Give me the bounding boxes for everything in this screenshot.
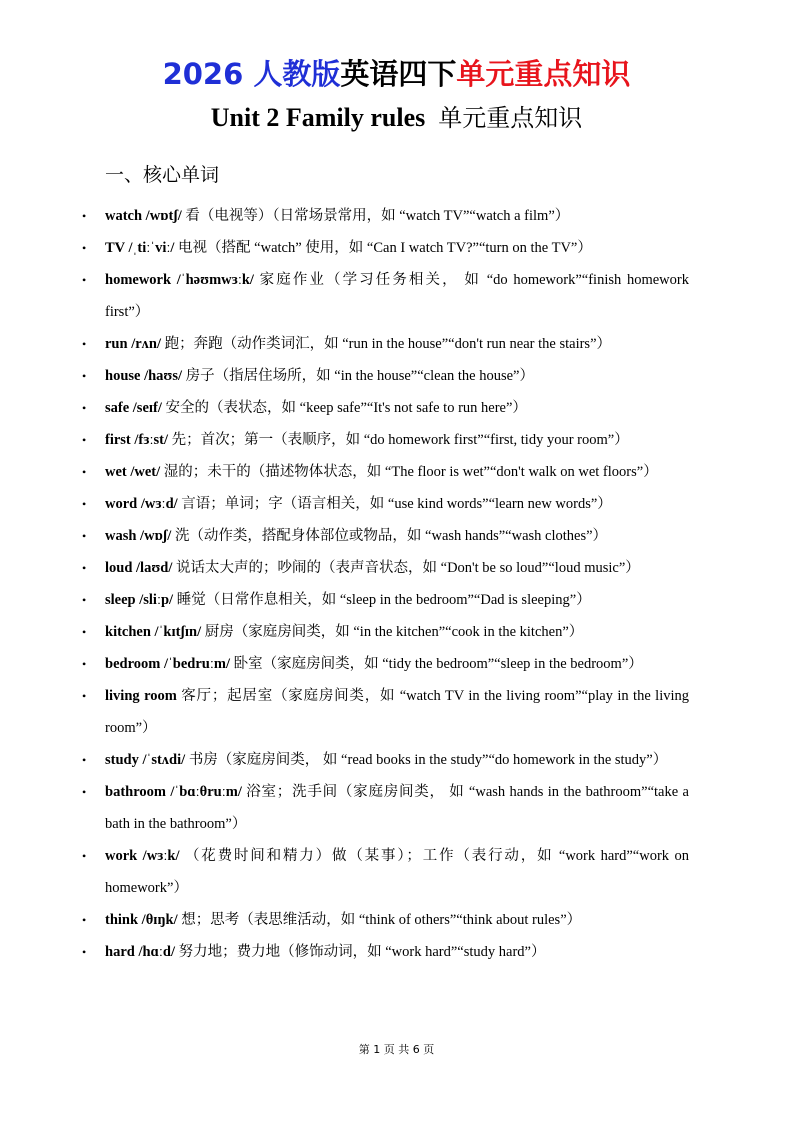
vocab-word: bedroom /ˈbedruːm/ — [105, 656, 230, 672]
bullet-icon: • — [82, 593, 87, 607]
vocab-list — [0, 200, 793, 968]
vocab-word: watch /wɒtʃ/ — [105, 208, 182, 224]
vocab-word: study /ˈstʌdi/ — [105, 752, 186, 768]
vocab-definition: 先；首次；第一（表顺序，如 “do homework first”“first, tidy your room”） — [167, 432, 629, 448]
vocab-item — [0, 840, 689, 904]
bullet-icon: • — [82, 497, 87, 511]
vocab-definition: 房子（指居住场所，如 “in the house”“clean the house”） — [182, 368, 534, 384]
vocab-definition: 洗（动作类，搭配身体部位或物品，如 “wash hands”“wash clothes”） — [171, 528, 608, 544]
vocab-definition: 家庭作业（学习任务相关， 如 “do homework”“finish homework first”） — [105, 272, 689, 320]
vocab-item — [0, 392, 689, 424]
vocab-item — [0, 904, 689, 936]
vocab-word: kitchen /ˈkɪtʃɪn/ — [105, 624, 202, 640]
bullet-icon: • — [82, 785, 87, 799]
vocab-word: TV /ˌtiːˈviː/ — [105, 240, 175, 256]
bullet-icon: • — [82, 657, 87, 671]
vocab-word: safe /seɪf/ — [105, 400, 162, 416]
bullet-icon: • — [82, 849, 87, 863]
vocab-word: word /wɜːd/ — [105, 496, 178, 512]
vocab-word: hard /hɑːd/ — [105, 944, 175, 960]
vocab-definition: 说话太大声的；吵闹的（表声音状态，如 “Don't be so loud”“loud music”） — [172, 560, 640, 576]
bullet-icon: • — [82, 529, 87, 543]
vocab-word: run /rʌn/ — [105, 336, 161, 352]
vocab-definition: 浴室；洗手间（家庭房间类， 如 “wash hands in the bathroom”“take a bath in the bathroom”） — [105, 784, 689, 832]
vocab-item — [0, 232, 689, 264]
vocab-definition: 卧室（家庭房间类，如 “tidy the bedroom”“sleep in the bedroom”） — [230, 656, 643, 672]
vocab-word: work /wɜːk/ — [105, 848, 180, 864]
vocab-item — [0, 328, 689, 360]
vocab-definition: 看（电视等）（日常场景常用，如 “watch TV”“watch a film”） — [181, 208, 570, 224]
vocab-definition: 客厅；起居室（家庭房间类，如 “watch TV in the living room”“play in the living room”） — [105, 688, 689, 736]
vocab-word: first /fɜːst/ — [105, 432, 168, 448]
bullet-icon: • — [82, 241, 87, 255]
bullet-icon: • — [82, 913, 87, 927]
page-title — [0, 54, 793, 94]
page-footer: 第 1 页 共 6 页 — [358, 1043, 435, 1056]
bullet-icon: • — [82, 337, 87, 351]
vocab-definition: 努力地；费力地（修饰动词，如 “work hard”“study hard”） — [175, 944, 546, 960]
vocab-definition: 跑；奔跑（动作类词汇，如 “run in the house”“don't run near the stairs”） — [161, 336, 612, 352]
vocab-definition: 电视（搭配 “watch” 使用，如 “Can I watch TV?”“turn on the TV”） — [174, 240, 592, 256]
bullet-icon: • — [82, 945, 87, 959]
vocab-item — [0, 680, 689, 744]
vocab-definition: 想；思考（表思维活动，如 “think of others”“think about rules”） — [177, 912, 582, 928]
vocab-word: wet /wet/ — [105, 464, 161, 480]
unit-subtitle-en: Unit 2 Family rules — [210, 103, 426, 132]
vocab-item — [0, 648, 689, 680]
vocab-item — [0, 264, 689, 328]
bullet-icon: • — [82, 433, 87, 447]
vocab-definition: （花费时间和精力）做（某事）；工作（表行动，如 “work hard”“work on homework”） — [105, 848, 689, 896]
vocab-item — [0, 200, 689, 232]
vocab-word: loud /laʊd/ — [105, 560, 173, 576]
vocab-definition: 安全的（表状态，如 “keep safe”“It's not safe to run here”） — [161, 400, 527, 416]
title-part-subject: 英语四下 — [340, 57, 457, 91]
section-heading: 一、核心单词 — [105, 164, 220, 186]
title-part-topic: 单元重点知识 — [456, 57, 631, 91]
vocab-definition: 书房（家庭房间类， 如 “read books in the study”“do homework in the study”） — [185, 752, 668, 768]
bullet-icon: • — [82, 465, 87, 479]
bullet-icon: • — [82, 753, 87, 767]
bullet-icon: • — [82, 401, 87, 415]
vocab-item — [0, 424, 689, 456]
vocab-definition: 言语；单词；字（语言相关，如 “use kind words”“learn new words”） — [177, 496, 612, 512]
bullet-icon: • — [82, 625, 87, 639]
vocab-item — [0, 776, 689, 840]
vocab-word: house /haʊs/ — [105, 368, 183, 384]
bullet-icon: • — [82, 209, 87, 223]
vocab-item — [0, 584, 689, 616]
vocab-word: wash /wɒʃ/ — [105, 528, 172, 544]
vocab-definition: 湿的；未干的（描述物体状态，如 “The floor is wet”“don't walk on wet floors”） — [160, 464, 658, 480]
vocab-item — [0, 744, 689, 776]
vocab-word: living room — [105, 688, 177, 704]
vocab-item — [0, 552, 689, 584]
vocab-item — [0, 936, 689, 968]
vocab-item — [0, 488, 689, 520]
vocab-definition: 厨房（家庭房间类，如 “in the kitchen”“cook in the kitchen”） — [201, 624, 584, 640]
vocab-definition: 睡觉（日常作息相关，如 “sleep in the bedroom”“Dad is sleeping”） — [173, 592, 591, 608]
vocab-word: bathroom /ˈbɑːθruːm/ — [105, 784, 242, 800]
unit-subtitle — [0, 100, 793, 136]
bullet-icon: • — [82, 561, 87, 575]
vocab-word: homework /ˈhəʊmwɜːk/ — [105, 272, 254, 288]
vocab-item — [0, 616, 689, 648]
vocab-word: sleep /sliːp/ — [105, 592, 174, 608]
unit-subtitle-zh: 单元重点知识 — [438, 104, 583, 132]
vocab-word: think /θɪŋk/ — [105, 912, 178, 928]
vocab-item — [0, 520, 689, 552]
bullet-icon: • — [82, 689, 87, 703]
bullet-icon: • — [82, 369, 87, 383]
bullet-icon: • — [82, 273, 87, 287]
title-part-year: 2026 人教版 — [162, 57, 341, 91]
vocab-item — [0, 456, 689, 488]
vocab-item — [0, 360, 689, 392]
